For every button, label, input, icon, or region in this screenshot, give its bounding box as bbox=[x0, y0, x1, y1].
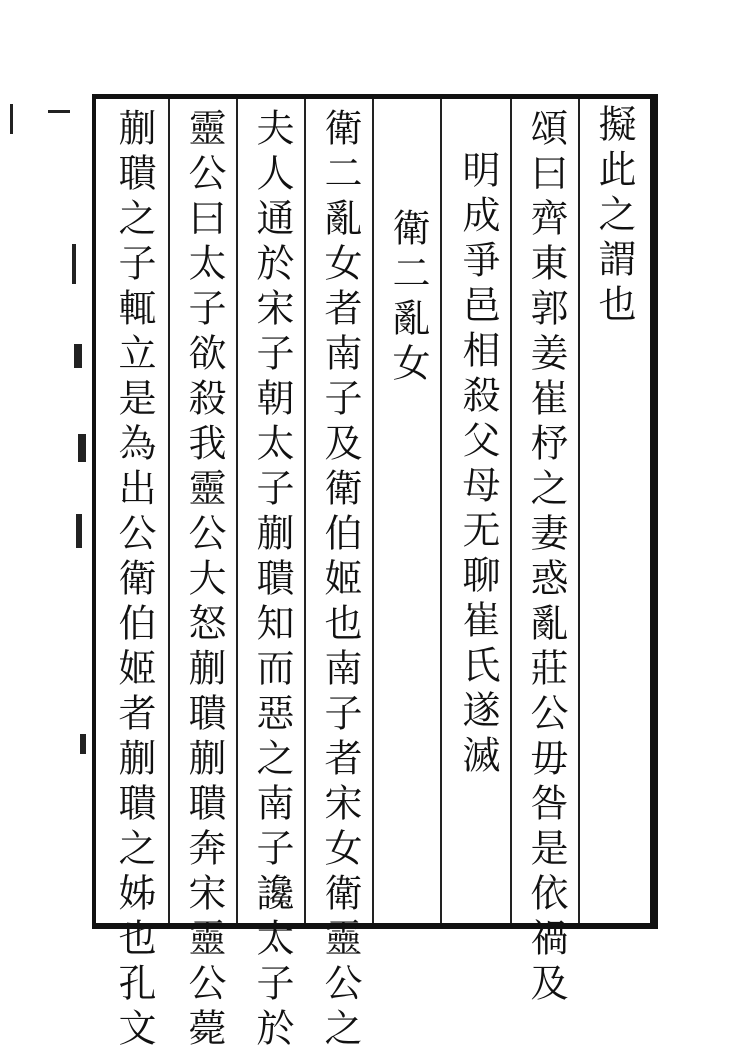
margin-mark bbox=[80, 734, 86, 754]
column-divider bbox=[236, 99, 238, 923]
margin-mark bbox=[72, 244, 76, 284]
frame-border-bottom bbox=[92, 923, 658, 929]
column-divider bbox=[510, 99, 512, 923]
text-column-6: 夫人通於宋子朝太子蒯聵知而惡之南子讒太子於 bbox=[250, 108, 294, 1053]
text-column-3: 明成爭邑相殺父母无聊崔氏遂滅 bbox=[456, 150, 500, 780]
section-heading: 衛二亂女 bbox=[386, 208, 430, 388]
column-divider bbox=[372, 99, 374, 923]
column-divider bbox=[440, 99, 442, 923]
column-divider bbox=[168, 99, 170, 923]
column-divider bbox=[578, 99, 580, 923]
text-column-8: 蒯聵之子輒立是為出公衛伯姬者蒯聵之姊也孔文 bbox=[112, 108, 156, 1053]
frame-border-right bbox=[650, 94, 658, 929]
margin-mark bbox=[76, 514, 82, 548]
margin-mark bbox=[10, 104, 13, 134]
margin-mark bbox=[48, 110, 70, 113]
text-column-5: 衛二亂女者南子及衛伯姬也南子者宋女衛靈公之 bbox=[318, 108, 362, 1053]
text-column-1: 擬此之謂也 bbox=[592, 104, 636, 329]
frame-border-left bbox=[92, 94, 96, 929]
frame-border-top bbox=[92, 94, 658, 99]
text-column-2: 頌曰齊東郭姜崔杼之妻惑亂莊公毋咎是依禍及 bbox=[524, 108, 568, 1008]
facing-page-edge bbox=[0, 94, 92, 929]
margin-mark bbox=[78, 434, 86, 462]
text-column-7: 靈公曰太子欲殺我靈公大怒蒯聵蒯聵奔宋靈公薨 bbox=[182, 108, 226, 1053]
column-divider bbox=[304, 99, 306, 923]
margin-mark bbox=[74, 344, 82, 368]
